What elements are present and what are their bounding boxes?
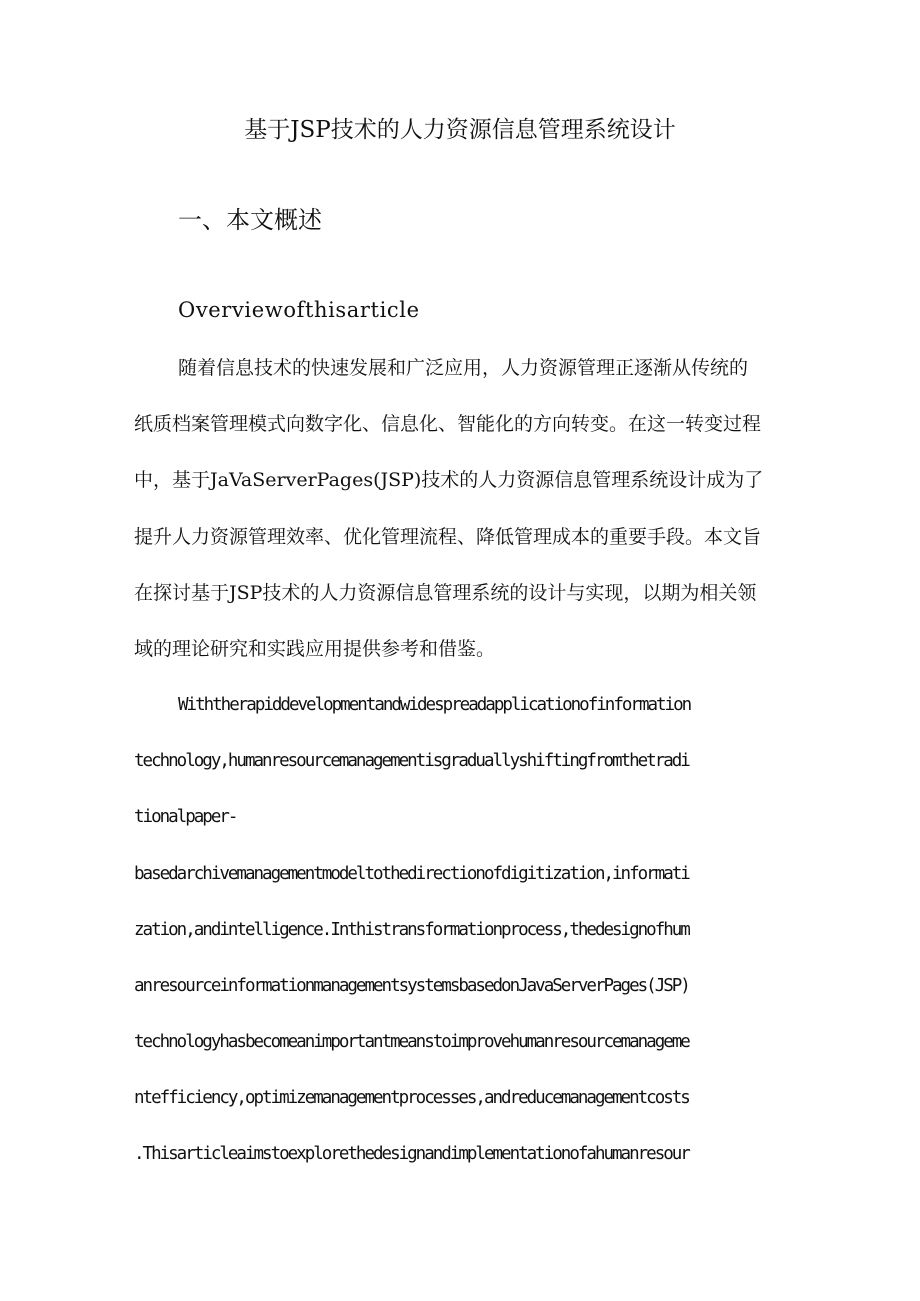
en-paragraph-line: Withtherapiddevelopmentandwidespreadapplicationofinformation xyxy=(178,695,691,715)
section-heading: 一、本文概述 xyxy=(178,206,322,234)
english-heading: Overviewofthisarticle xyxy=(178,298,420,322)
en-paragraph-line: .Thisarticleaimstoexplorethedesignandimplementationofahumanresour xyxy=(134,1144,689,1164)
en-paragraph-line: technology,humanresourcemanagementisgraduallyshiftingfromthetradi xyxy=(134,751,689,771)
en-paragraph-line: ntefficiency,optimizemanagementprocesses,andreducemanagementcosts xyxy=(134,1088,689,1108)
en-paragraph-line: basedarchivemanagementmodeltothedirectionofdigitization,informati xyxy=(134,864,689,884)
zh-paragraph-line: 提升人力资源管理效率、优化管理流程、降低管理成本的重要手段。本文旨 xyxy=(134,526,762,548)
en-paragraph-line: technologyhasbecomeanimportantmeanstoimprovehumanresourcemanageme xyxy=(134,1032,689,1052)
en-paragraph-line: tionalpaper- xyxy=(134,807,237,827)
document-title: 基于JSP技术的人力资源信息管理系统设计 xyxy=(244,117,676,143)
en-paragraph-line: zation,andintelligence.Inthistransformationprocess,thedesignofhum xyxy=(134,920,689,940)
zh-paragraph-line: 域的理论研究和实践应用提供参考和借鉴。 xyxy=(134,638,496,660)
zh-paragraph-line: 中，基于JaVaServerPages(JSP)技术的人力资源信息管理系统设计成为了 xyxy=(134,469,764,491)
en-paragraph-line: anresourceinformationmanagementsystemsbasedonJavaServerPages(JSP) xyxy=(134,976,689,996)
zh-paragraph-line: 随着信息技术的快速发展和广泛应用，人力资源管理正逐渐从传统的 xyxy=(178,357,749,379)
zh-paragraph-line: 在探讨基于JSP技术的人力资源信息管理系统的设计与实现，以期为相关领 xyxy=(134,582,757,604)
zh-paragraph-line: 纸质档案管理模式向数字化、信息化、智能化的方向转变。在这一转变过程 xyxy=(134,413,762,435)
